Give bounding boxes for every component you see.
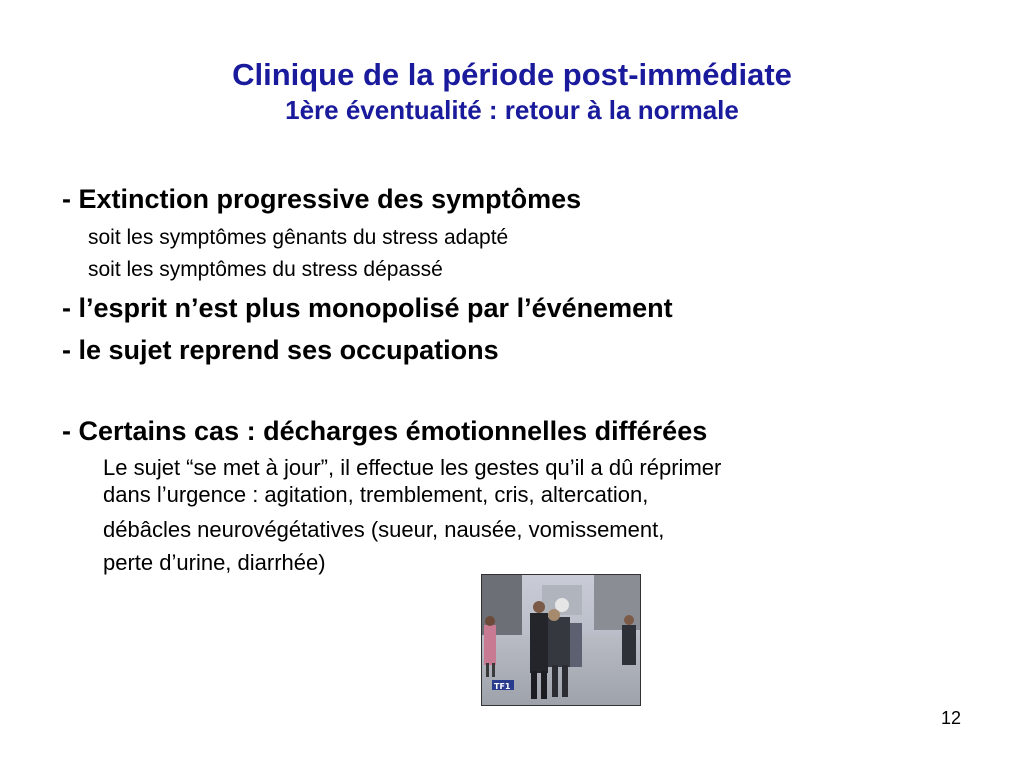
slide-title-block: [0, 56, 1024, 126]
news-photo: [481, 574, 641, 706]
photo-caption: TF1: [494, 682, 511, 691]
bullet-delayed-emotional-discharges: - Certains cas : décharges émotionnelles différées: [62, 416, 708, 446]
sub-bullet-adapted-stress: soit les symptômes gênants du stress adapté: [88, 226, 509, 249]
paragraph-line-4: perte d’urine, diarrhée): [103, 550, 326, 575]
bullet-mind-not-monopolized: - l’esprit n’est plus monopolisé par l’événement: [62, 293, 673, 323]
slide-subtitle: 1ère éventualité : retour à la normale: [285, 95, 739, 125]
slide-title: Clinique de la période post-immédiate: [232, 57, 792, 92]
bullet-extinction: - Extinction progressive des symptômes: [62, 184, 582, 214]
paragraph-line-3: débâcles neurovégétatives (sueur, nausée, vomissement,: [103, 517, 665, 542]
sub-bullet-exceeded-stress: soit les symptômes du stress dépassé: [88, 258, 443, 281]
paragraph-line-1: Le sujet “se met à jour”, il effectue les gestes qu’il a dû réprimer: [103, 455, 722, 480]
bullet-resumes-occupations: - le sujet reprend ses occupations: [62, 335, 499, 365]
paragraph-line-2: dans l’urgence : agitation, tremblement, cris, altercation,: [103, 482, 649, 507]
page-number: 12: [940, 708, 961, 728]
